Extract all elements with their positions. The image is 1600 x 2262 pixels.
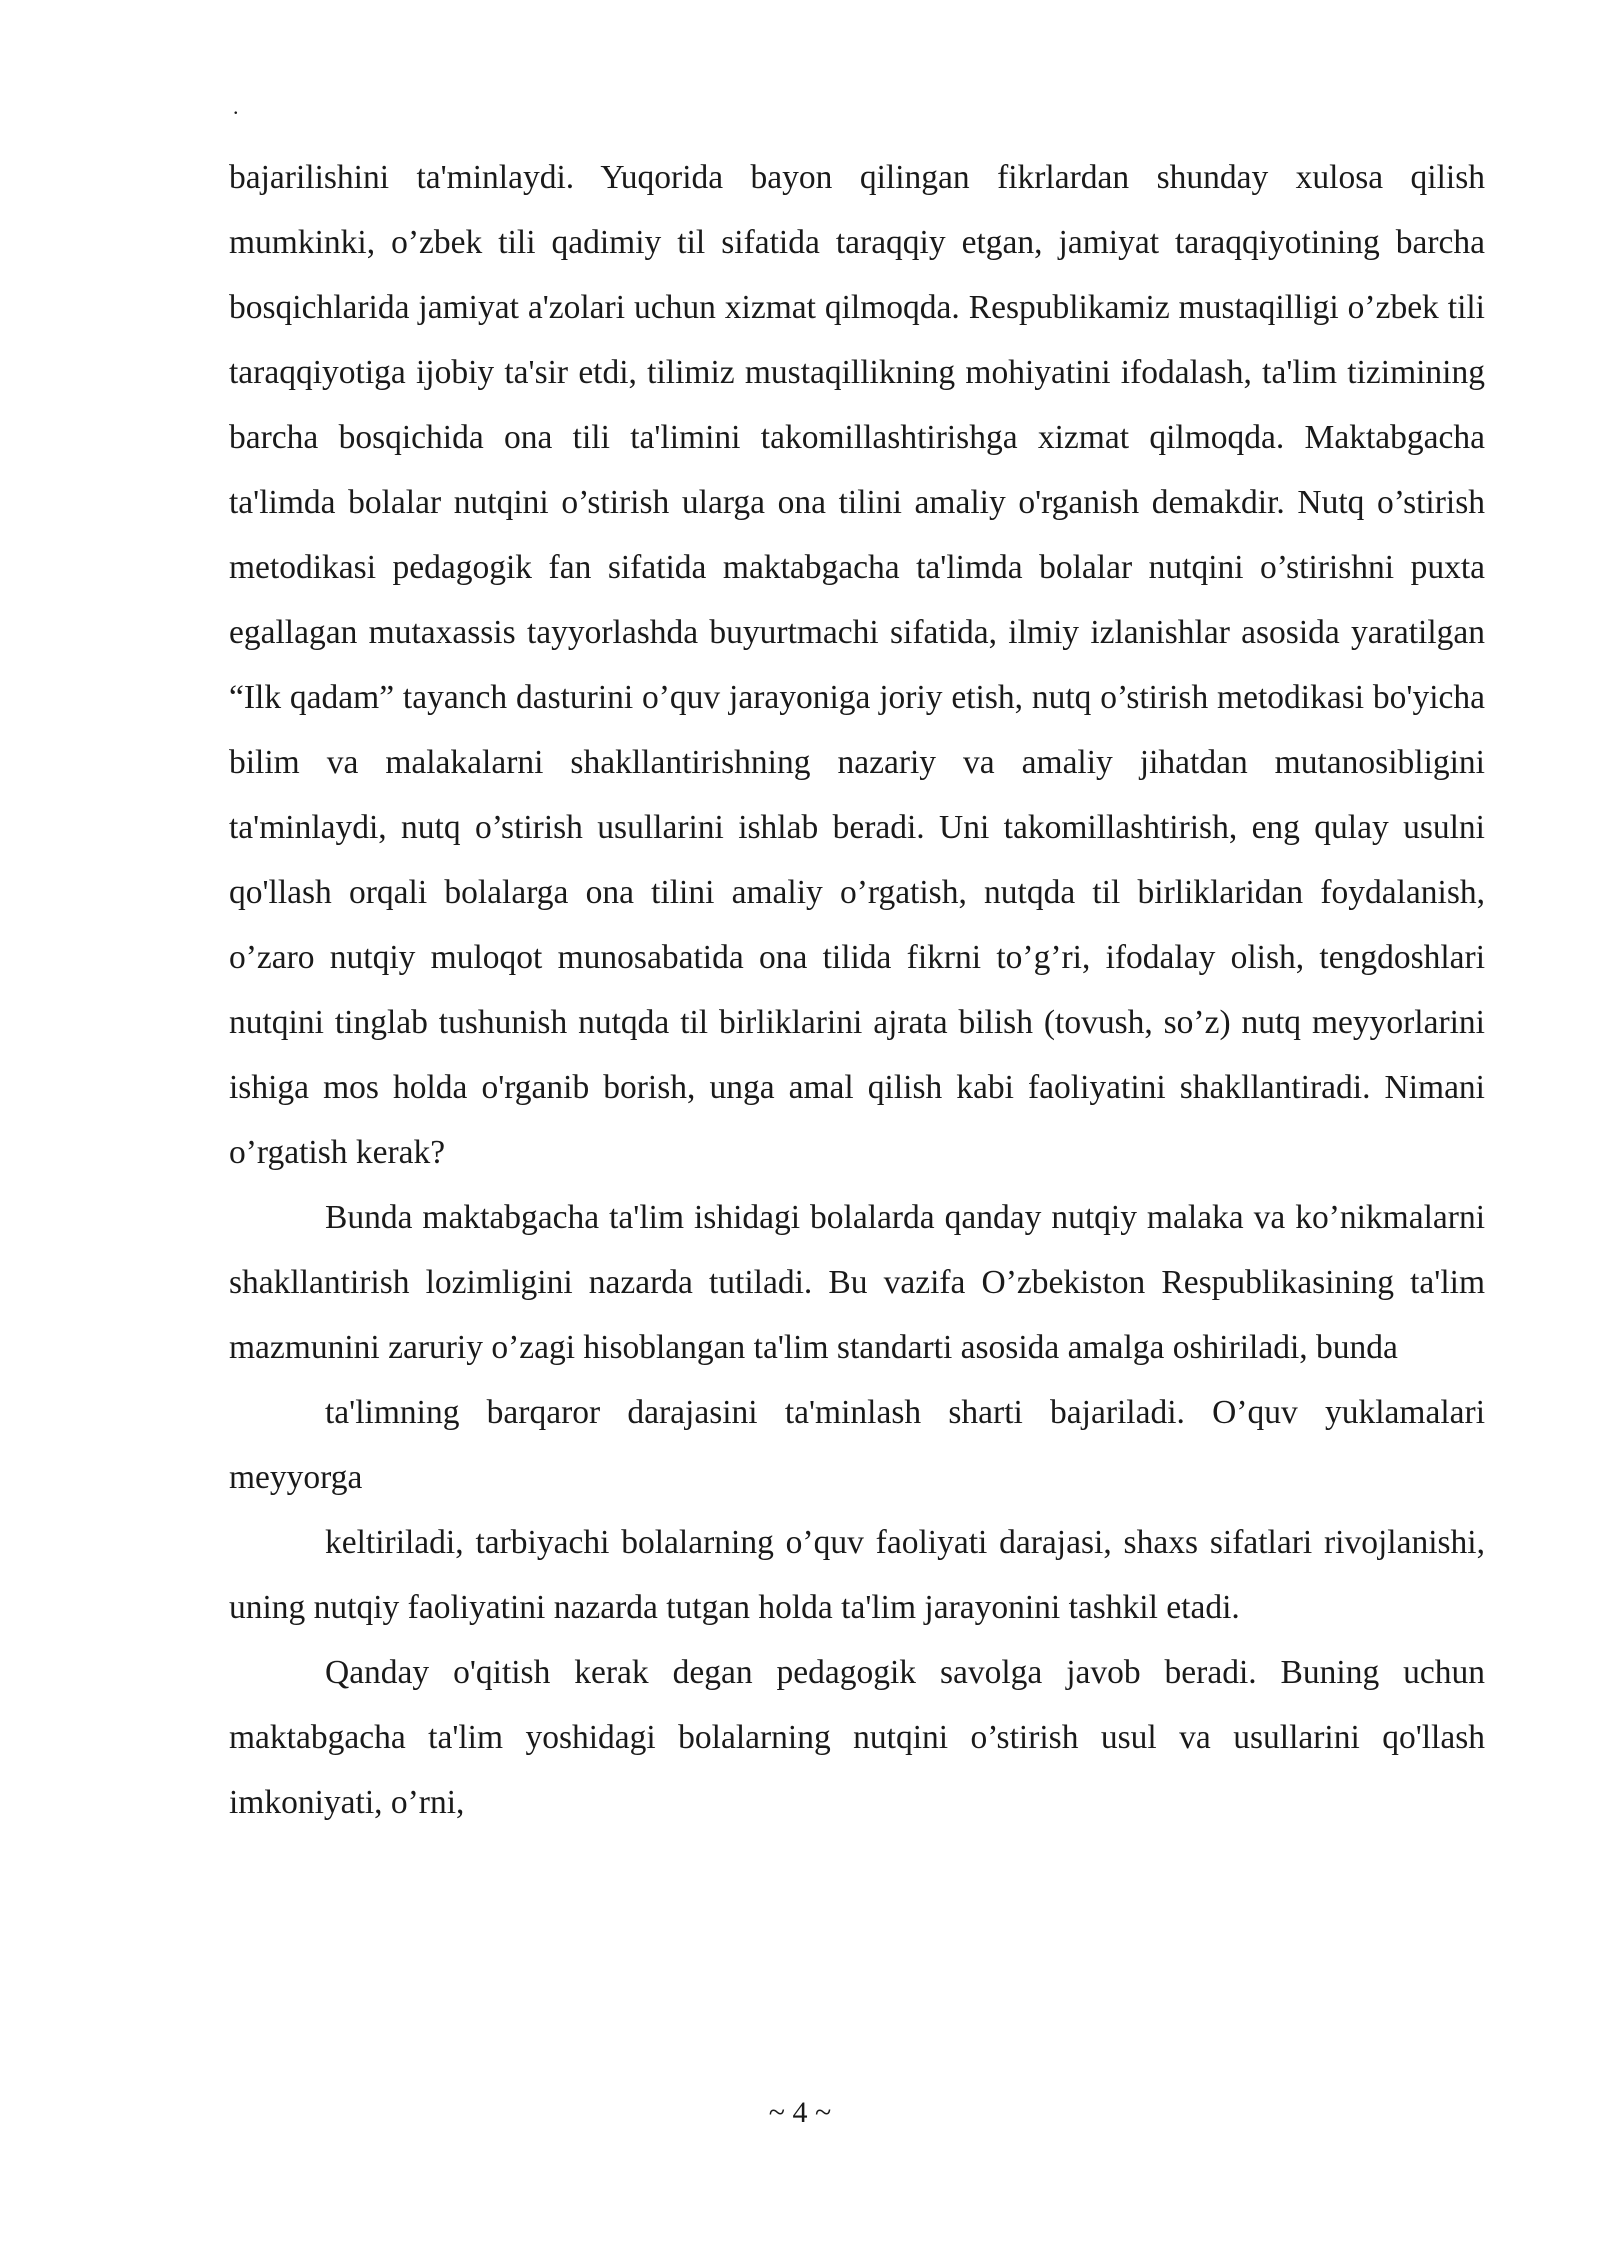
paragraph-2: Bunda maktabgacha ta'lim ishidagi bolalarda qanday nutqiy malaka va ko’nikmalarni shakllantirish lozimligini nazarda tutiladi. Bu vazifa O’zbekiston Respublikasining ta'lim mazmunini zaruriy o’zagi hisoblangan ta'lim standarti asosida amalga oshiriladi, bunda [229, 1199, 1485, 1366]
paragraph-3: ta'limning barqaror darajasini ta'minlash sharti bajariladi. O’quv yuklamalari meyyorga [229, 1394, 1485, 1496]
body-text [229, 145, 1485, 1835]
page-number: ~ 4 ~ [768, 2096, 832, 2129]
paragraph-5: Qanday o'qitish kerak degan pedagogik savolga javob beradi. Buning uchun maktabgacha ta'lim yoshidagi bolalarning nutqini o’stirish usul va usullarini qo'llash imkoniyati, o’rni, [229, 1654, 1485, 1821]
paragraph-4: keltiriladi, tarbiyachi bolalarning o’quv faoliyati darajasi, shaxs sifatlari rivojlanishi, uning nutqiy faoliyatini nazarda tutgan holda ta'lim jarayonini tashkil etadi. [229, 1524, 1485, 1626]
top-mark: . [233, 94, 239, 119]
paragraph-1: bajarilishini ta'minlaydi. Yuqorida bayon qilingan fikrlardan shunday xulosa qilish mumkinki, o’zbek tili qadimiy til sifatida taraqqiy etgan, jamiyat taraqqiyotining barcha bosqichlarida jamiyat a'zolari uchun xizmat qilmoqda. Respublikamiz mustaqilligi o’zbek tili taraqqiyotiga ijobiy ta'sir etdi, tilimiz mustaqillikning mohiyatini ifodalash, ta'lim tizimining barcha bosqichida ona tili ta'limini takomillashtirishga xizmat qilmoqda. Maktabgacha ta'limda bolalar nutqini o’stirish ularga ona tilini amaliy o'rganish demakdir. Nutq o’stirish metodikasi pedagogik fan sifatida maktabgacha ta'limda bolalar nutqini o’stirishni puxta egallagan mutaxassis tayyorlashda buyurtmachi sifatida, ilmiy izlanishlar asosida yaratilgan “Ilk qadam” tayanch dasturini o’quv jarayoniga joriy etish, nutq o’stirish metodikasi bo'yicha bilim va malakalarni shakllantirishning nazariy va amaliy jihatdan mutanosibligini ta'minlaydi, nutq o’stirish usullarini ishlab beradi. Uni takomillashtirish, eng qulay usulni qo'llash orqali bolalarga ona tilini amaliy o’rgatish, nutqda til birliklaridan foydalanish, o’zaro nutqiy muloqot munosabatida ona tilida fikrni to’g’ri, ifodalay olish, tengdoshlari nutqini tinglab tushunish nutqda til birliklarini ajrata bilish (tovush, so’z) nutq meyyorlarini ishiga mos holda o'rganib borish, unga amal qilish kabi faoliyatini shakllantiradi. Nimani o’rgatish kerak? [229, 159, 1485, 1171]
